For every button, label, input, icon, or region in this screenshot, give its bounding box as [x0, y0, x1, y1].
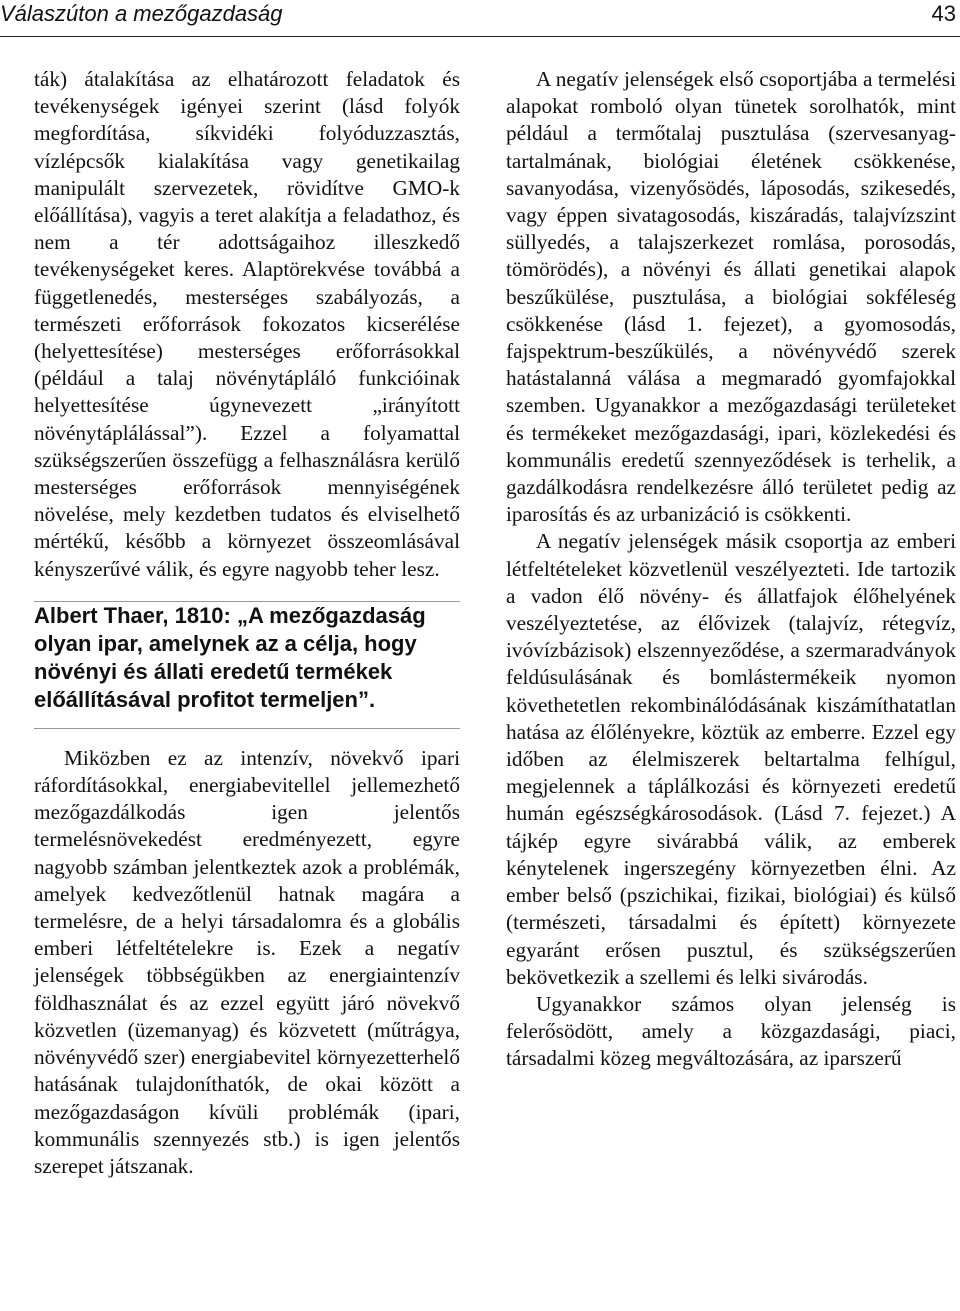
right-paragraph-1: A negatív jelenségek első csoportjába a termelési alapokat romboló olyan tünetek sorolhatók, mint például a termőtalaj pusztulása (szervesanyag-tartalmának, biológiai életének csökkenése, savanyodása, vizenyősödés, láposodás, szikesedés, vagy éppen sivatagosodás, kiszáradás, talajvízszint süllyedés, a talajszerkezet romlása, porosodás, tömörödés), a növényi és állati genetikai alapok beszűkülése, pusztulása, a biológiai sokféleség csökkenése (lásd 1. fejezet), a gyomosodás, fajspektrum-beszűkülés, a növényvédő szerek hatástalanná válása a megmaradó gyomfajokkal szemben. Ugyanakkor a mezőgazdasági területeket és termékeket mezőgazdasági, ipari, közlekedési és kommunális eredetű szennyeződések is terhelik, a gazdálkodásra rendelkezésre álló területet pedig az iparosítás és az urbanizáció is csökkenti.	[506, 67, 956, 527]
pull-quote: Albert Thaer, 1810: „A mezőgazdaság olyan ipar, amelynek az a célja, hogy növényi és állati eredetű termékek előállításával profitot termeljen”.	[34, 602, 426, 712]
left-paragraph-2: Miközben ez az intenzív, növekvő ipari ráfordításokkal, energiabevitellel jellemezhető mezőgazdálkodás igen jelentős termelésnövekedést eredményezett, egyre nagyobb számban jelentkeztek azok a problémák, amelyek kedvezőtlenül hatnak magára a termelésre, de a helyi társadalomra és a globális emberi létfeltételekre is. Ezek a negatív jelenségek többségükben az energiaintenzív földhasználat és az ezzel együtt járó növekvő közvetlen (üzemanyag) és közvetett (műtrágya, növényvédő szer) energiabevitel környezetterhelő hatásának tulajdoníthatók, de okai között a mezőgazdaságon kívüli problémák (ipari, kommunális szennyezés stb.) is igen jelentős szerepet játszanak.	[34, 745, 460, 1178]
page-number: 43	[931, 1, 956, 26]
quote-rule-bottom	[34, 728, 460, 729]
right-paragraph-3: Ugyanakkor számos olyan jelenség is felerősödött, amely a közgazdasági, piaci, társadalmi közeg megváltozására, az iparszerű	[506, 991, 956, 1071]
left-paragraph-1: ták) átalakítása az elhatározott feladatok és tevékenységek igényei szerint (lásd folyók megfordítása, síkvidéki folyóduzzasztás, vízlépcsők kialakítása vagy genetikailag manipulált szervezetek, rövidítve GMO-k előállítása), vagyis a teret alakítja a feladathoz, és nem a tér adottságaihoz illeszkedő tevékenységeket keres. Alaptörekvése továbbá a függetlenedés, mesterséges szabályozás, a természeti erőforrások fokozatos kicserélése (helyettesítése) mesterséges erőforrásokkal (például a talaj növénytápláló funkcióinak helyettesítése úgynevezett „irányított növénytáplálással”). Ezzel a folyamattal szükségszerűen összefügg a felhasználásra kerülő mesterséges erőforrások mennyiségének növelése, mely kezdetben tudatos és elviselhető mértékű, később a környezet összeomlásával kényszerűvé válik, és egyre nagyobb teher lesz.	[34, 67, 460, 581]
right-column	[506, 66, 956, 1073]
running-header	[0, 0, 960, 34]
header-rule	[0, 36, 960, 37]
right-paragraph-2: A negatív jelenségek másik csoportja az emberi létfeltételeket közvetlenül veszélyezteti. Ide tartozik a vadon élő növény- és állatfajok élőhelyének veszélyeztetése, az élővizek (talajvíz, rétegvíz, ivóvízbázisok) elszennyeződése, a szermaradványok feldúsulásának és bomlástermékeik nyomon követhetetlen rekombinálódásának kiszámíthatatlan hatása az élőlényekre, köztük az emberre. Ezzel egy időben az élelmiszerek beltartalma felhígul, megjelennek a táplálkozási és környezeti eredetű humán egészségkárosodások. (Lásd 7. fejezet.) A tájkép egyre sivárabbá válik, az emberek kénytelenek ingerszegény környezetben élni. Az ember belső (pszichikai, fizikai, biológiai) és külső (természeti, társadalmi és épített) környezete egyaránt erősen pusztul, és szükségszerűen bekövetkezik a szellemi és lelki sivárodás.	[506, 529, 956, 989]
running-title: Válaszúton a mezőgazdaság	[0, 1, 283, 26]
left-column	[34, 66, 460, 1180]
